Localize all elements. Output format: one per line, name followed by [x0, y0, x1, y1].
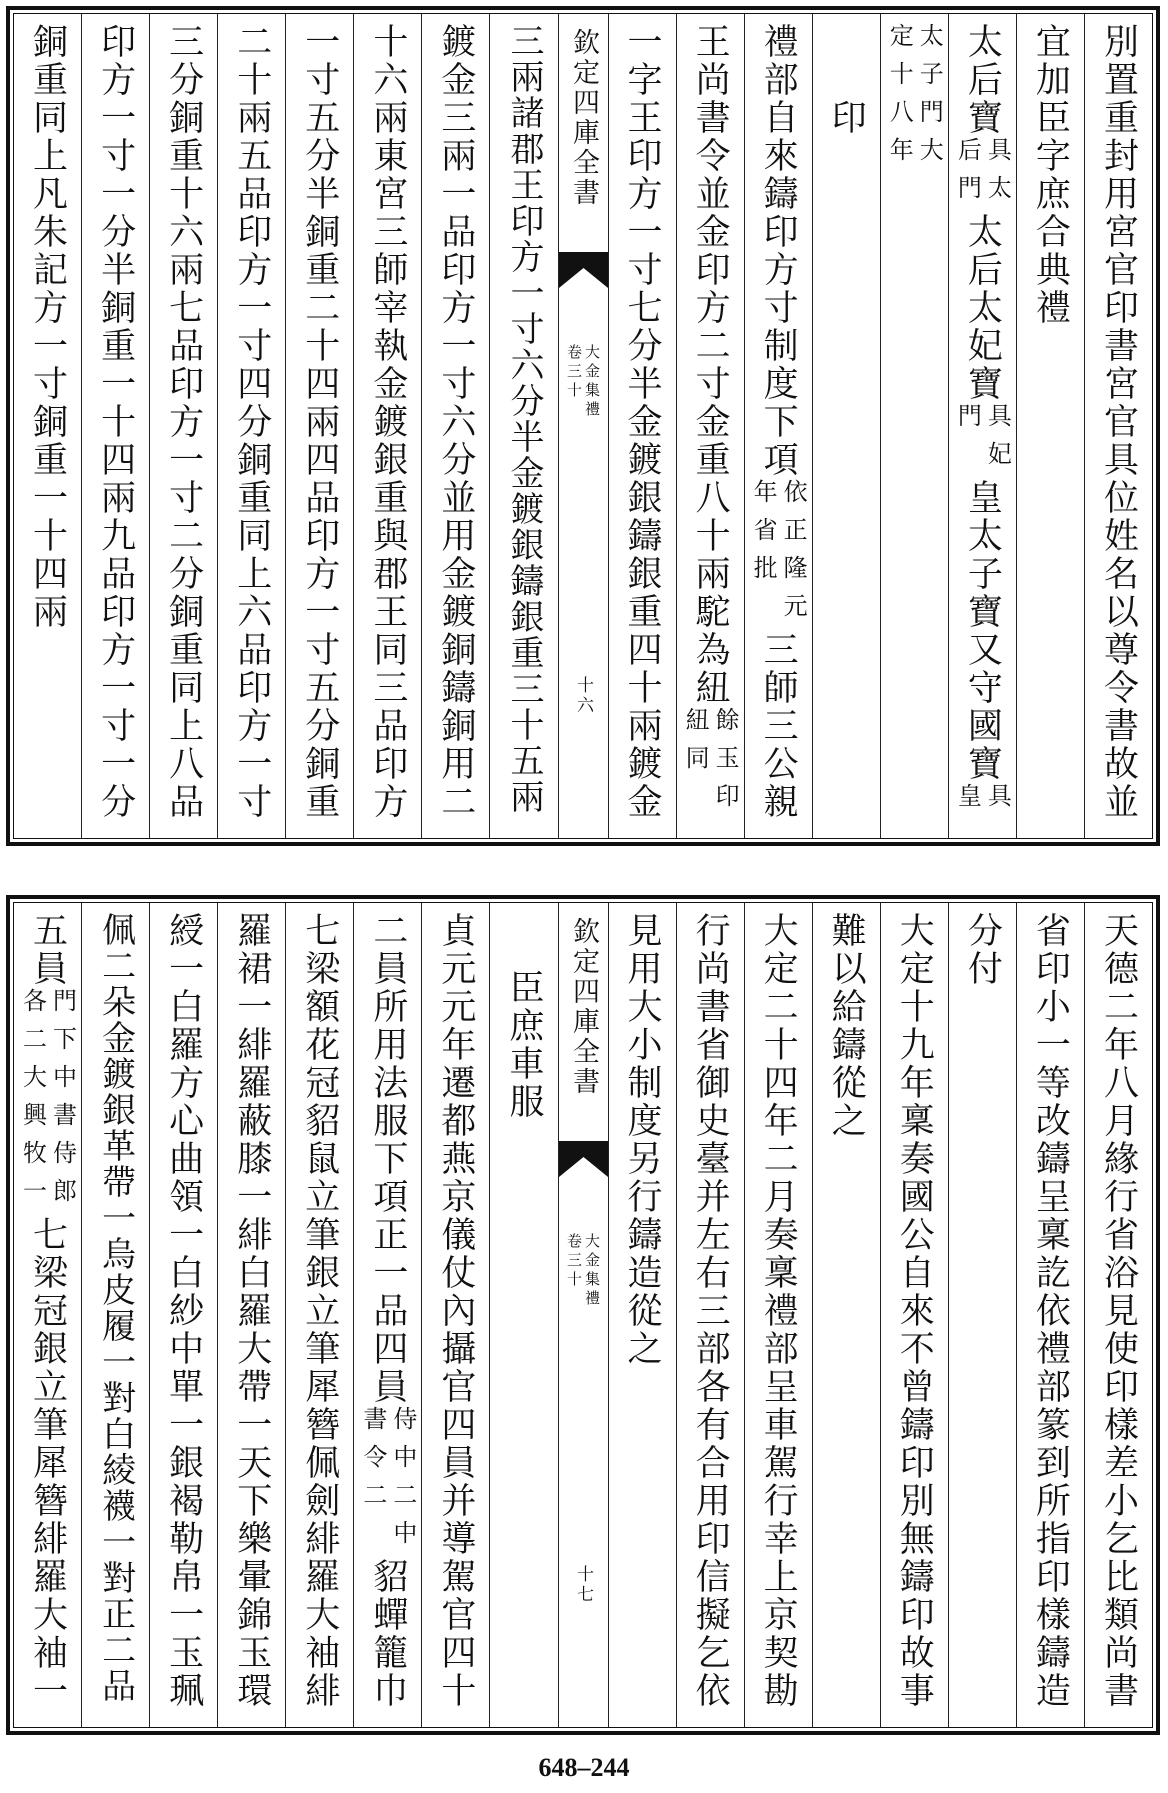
note-line-left: 門 [953, 403, 982, 441]
column-text: 十六兩東宮三師宰執金鍍銀重與郡王同三品印方 [367, 23, 408, 821]
column-text: 大定十九年稟奏國公自來不曾鑄印別無鑄印故事 [894, 912, 935, 1710]
text-column [948, 14, 1016, 838]
note-line-right: 具 [983, 783, 1012, 821]
column-text: 三師三公親 [758, 631, 799, 821]
column-text: 印方一寸一分半銅重一十四兩九品印方一寸一分 [95, 23, 136, 821]
column-text: 見用大小制度另行鑄造從之 [622, 912, 663, 1368]
column-text: 別置重封用宮官印書宮官具位姓名以尊令書故並 [1098, 23, 1139, 821]
note-line-right: 具妃 [983, 403, 1012, 479]
column-text: 太后寶 [962, 23, 1003, 137]
note-line-right: 門下中書侍郎 [48, 988, 77, 1216]
folio-number: 十七 [573, 1565, 593, 1605]
note-line-right: 依正隆元 [779, 479, 808, 631]
text-column [81, 903, 149, 1727]
column-text: 難以給鑄從之 [826, 912, 867, 1140]
column-text: 宜加臣字庶合典禮 [1030, 23, 1071, 327]
text-column [353, 14, 421, 838]
text-column [608, 14, 676, 838]
text-column [948, 903, 1016, 1727]
note-line-left: 皇 [953, 783, 982, 821]
fishtail-mark [559, 252, 608, 288]
note-line-right: 餘玉印 [711, 707, 740, 821]
text-column [285, 14, 353, 838]
folio-number: 十六 [573, 676, 593, 716]
fishtail-mark [559, 1141, 608, 1177]
book-title: 大金集禮 [583, 1233, 601, 1309]
text-column [489, 14, 557, 838]
text-column [744, 14, 812, 838]
note-line-right: 侍中二中 [388, 1406, 417, 1558]
section-heading-column [812, 14, 880, 838]
text-column [421, 14, 489, 838]
note-line-left: 定十八年 [885, 23, 914, 175]
series-title: 欽定四庫全書 [568, 917, 599, 1097]
text-column [421, 903, 489, 1727]
text-column [353, 903, 421, 1727]
column-text: 行尚書省御史臺并左右三部各有合用印信擬乞依 [690, 912, 731, 1710]
interlinear-note [884, 23, 944, 175]
column-text: 皇太子寶又守國寶 [962, 479, 1003, 783]
series-title: 欽定四庫全書 [568, 28, 599, 208]
text-column [744, 903, 812, 1727]
column-text: 五員 [27, 912, 68, 988]
text-column [149, 14, 217, 838]
column-text: 省印小一等改鑄呈稟訖依禮部篆到所指印樣鑄造 [1030, 912, 1071, 1710]
column-text: 太后太妃寶 [962, 213, 1003, 403]
column-text: 七梁額花冠貂鼠立筆銀立筆犀簪佩劍緋羅大袖緋 [299, 912, 340, 1710]
block-center-column [558, 14, 608, 838]
section-heading: 臣庶車服 [503, 969, 544, 1121]
text-column [812, 903, 880, 1727]
column-text: 王尚書令並金印方二寸金重八十兩駝為紐 [690, 23, 731, 707]
text-column [1016, 903, 1084, 1727]
column-text: 天德二年八月緣行省浴見使印樣差小乞比類尚書 [1098, 912, 1139, 1710]
column-text: 大定二十四年二月奏稟禮部呈車駕行幸上京契勘 [758, 912, 799, 1710]
text-column [1084, 903, 1152, 1727]
column-text: 貂蟬籠巾 [367, 1558, 408, 1710]
column-text: 分付 [962, 912, 1003, 988]
interlinear-note [358, 1406, 418, 1558]
interlinear-note [952, 137, 1012, 213]
column-text: 一字王印方一寸七分半金鍍銀鑄銀重四十兩鍍金 [622, 23, 663, 821]
juan-number: 卷三十 [565, 1233, 583, 1290]
text-column [285, 903, 353, 1727]
text-column [149, 903, 217, 1727]
note-line-left: 各二大興牧一 [18, 988, 47, 1216]
interlinear-note [952, 783, 1012, 821]
text-column [1084, 14, 1152, 838]
column-text: 綬一白羅方心曲領一白紗中單一銀褐勒帛一玉珮 [163, 912, 204, 1710]
text-column [608, 903, 676, 1727]
column-text: 七梁冠銀立筆犀簪緋羅大袖一 [27, 1216, 68, 1710]
note-line-left: 書令二 [358, 1406, 387, 1520]
book-title: 大金集禮 [583, 344, 601, 420]
book-title-block [565, 344, 601, 420]
interlinear-note [680, 707, 740, 821]
note-line-left: 后門 [953, 137, 982, 213]
text-column [880, 903, 948, 1727]
interlinear-note [18, 988, 78, 1216]
text-column [217, 903, 285, 1727]
top-leaf-frame [6, 6, 1160, 846]
column-text: 二十兩五品印方一寸四分銅重同上六品印方一寸 [231, 23, 272, 821]
page-code: 648–244 [538, 1753, 630, 1782]
text-column [14, 14, 81, 838]
section-heading-column [489, 903, 557, 1727]
note-line-right: 太子門大 [915, 23, 944, 175]
book-title-block [565, 1233, 601, 1309]
bottom-leaf-columns [13, 902, 1153, 1728]
top-leaf-columns [13, 13, 1153, 839]
bottom-leaf-frame [6, 895, 1160, 1735]
text-column [1016, 14, 1084, 838]
column-text: 貞元元年遷都燕京儀仗內攝官四員并導駕官四十 [435, 912, 476, 1710]
text-column [217, 14, 285, 838]
column-text: 羅裙一緋羅蔽膝一緋白羅大帶一天下樂暈錦玉環 [231, 912, 272, 1710]
note-line-right: 具太 [983, 137, 1012, 213]
column-text: 二員所用法服下項正一品四員 [367, 912, 408, 1406]
juan-number: 卷三十 [565, 344, 583, 401]
column-text: 禮部自來鑄印方寸制度下項 [758, 23, 799, 479]
block-center-column [558, 903, 608, 1727]
text-column [81, 14, 149, 838]
column-text: 銅重同上凡朱記方一寸銅重一十四兩 [27, 23, 68, 631]
text-column [676, 14, 744, 838]
note-line-left: 紐同 [681, 707, 710, 783]
column-text: 一寸五分半銅重二十四兩四品印方一寸五分銅重 [299, 23, 340, 821]
column-text: 三分銅重十六兩七品印方一寸二分銅重同上八品 [163, 23, 204, 821]
text-column [676, 903, 744, 1727]
column-text: 三兩諸郡王印方一寸六分半金鍍銀鑄銀重三十五兩 [503, 23, 544, 815]
note-line-left: 年省批 [749, 479, 778, 593]
interlinear-note [952, 403, 1012, 479]
section-heading: 印 [826, 99, 867, 137]
text-column [14, 903, 81, 1727]
column-text: 佩二朵金鍍銀革帶一烏皮履一對白綾襪一對正二品 [95, 912, 136, 1704]
column-text: 鍍金三兩一品印方一寸六分並用金鍍銅鑄銅用二 [435, 23, 476, 821]
interlinear-note [748, 479, 808, 631]
text-column [880, 14, 948, 838]
